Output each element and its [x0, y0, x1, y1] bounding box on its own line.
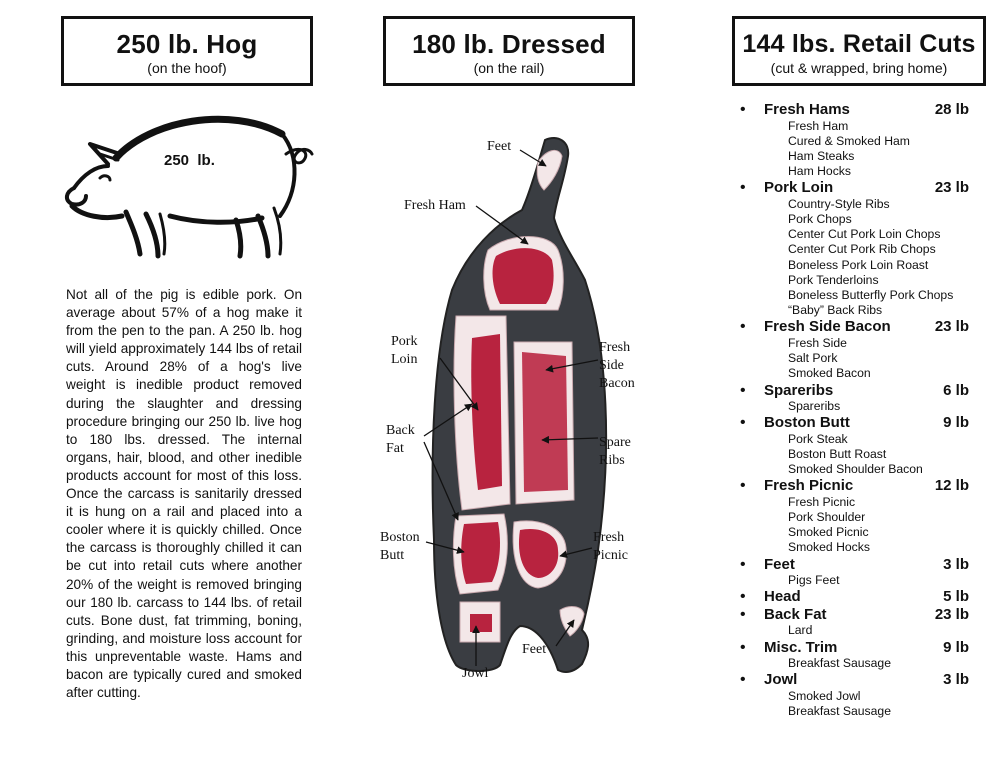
retail-cut-item	[737, 588, 969, 606]
retail-product-item: Smoked Picnic	[788, 525, 869, 540]
retail-cut-heading	[764, 639, 969, 657]
retail-cut-products	[764, 573, 969, 588]
retail-product-item: Fresh Side	[788, 335, 847, 350]
retail-product-item: Boston Butt Roast	[788, 446, 887, 461]
retail-cut-weight: 9 lb	[943, 414, 969, 432]
retail-cut-name: Feet	[764, 555, 795, 573]
bullet-icon: •	[740, 638, 746, 656]
bullet-icon: •	[740, 101, 746, 118]
retail-cut-heading	[764, 101, 969, 119]
bullet-icon: •	[740, 318, 746, 336]
label-spare-ribs: Spare Ribs	[599, 435, 631, 468]
retail-product-item: Cured & Smoked Ham	[788, 133, 910, 148]
retail-product-item: Smoked Shoulder Bacon	[788, 462, 923, 477]
bullet-icon: •	[740, 414, 746, 432]
retail-cut-name: Fresh Side Bacon	[764, 318, 891, 336]
header-hog	[61, 16, 313, 86]
retail-cut-heading	[764, 477, 969, 495]
retail-cut-heading	[764, 556, 969, 574]
header-retail	[732, 16, 986, 86]
pig-illustration	[60, 108, 314, 260]
label-feet-bottom: Feet	[522, 642, 547, 657]
retail-cut-weight: 23 lb	[934, 318, 969, 336]
retail-cut-name: Head	[764, 588, 801, 606]
retail-product-item: Fresh Picnic	[788, 494, 856, 509]
retail-cut-name: Jowl	[764, 671, 798, 689]
retail-cut-weight: 23 lb	[934, 605, 969, 623]
label-boston-butt: Boston Butt	[380, 530, 420, 563]
retail-product-item: Smoked Hocks	[788, 540, 870, 555]
retail-cut-heading	[764, 382, 969, 400]
retail-cut-products	[764, 689, 969, 719]
retail-cut-name: Pork Loin	[764, 179, 834, 197]
label-jowl: Jowl	[462, 666, 489, 681]
retail-cut-products	[764, 623, 969, 638]
bullet-icon: •	[740, 671, 746, 689]
retail-product-item: Pork Shoulder	[788, 510, 866, 525]
label-feet-top: Feet	[487, 139, 512, 154]
retail-cut-heading	[764, 606, 969, 624]
label-pork-loin: Pork Loin	[391, 334, 418, 367]
bullet-icon: •	[740, 179, 746, 197]
retail-cut-products	[764, 119, 969, 180]
header-hog-title: 250 lb. Hog	[116, 29, 258, 59]
retail-cut-item	[737, 382, 969, 415]
retail-product-item: Country-Style Ribs	[788, 196, 890, 211]
retail-cuts-list	[737, 101, 969, 719]
pig-weight-label: 250 lb.	[164, 152, 215, 169]
retail-product-item: Center Cut Pork Loin Chops	[788, 227, 941, 242]
retail-cut-name: Boston Butt	[764, 414, 850, 432]
retail-cut-item	[737, 477, 969, 555]
retail-cut-item	[737, 179, 969, 318]
header-retail-subtitle: (cut & wrapped, bring home)	[770, 60, 948, 76]
retail-product-item: Salt Pork	[788, 351, 838, 366]
retail-cut-item	[737, 414, 969, 477]
retail-cut-name: Spareribs	[764, 381, 834, 399]
retail-product-item: Boneless Pork Loin Roast	[788, 257, 929, 272]
retail-cut-products	[764, 495, 969, 556]
header-dressed-title: 180 lb. Dressed	[412, 29, 606, 59]
retail-cut-item	[737, 318, 969, 381]
retail-cut-item	[737, 101, 969, 179]
bullet-icon: •	[740, 381, 746, 399]
retail-cut-heading	[764, 318, 969, 336]
retail-product-item: Ham Hocks	[788, 164, 851, 179]
retail-cut-weight: 3 lb	[943, 671, 969, 689]
retail-product-item: Smoked Bacon	[788, 366, 871, 381]
retail-product-item: Boneless Butterfly Pork Chops	[788, 288, 954, 303]
label-fresh-side-bacon: Fresh Side Bacon	[599, 340, 635, 391]
retail-product-item: Lard	[788, 623, 813, 638]
bullet-icon: •	[740, 588, 746, 606]
retail-cut-weight: 28 lb	[934, 101, 969, 118]
bullet-icon: •	[740, 605, 746, 623]
retail-product-item: Breakfast Sausage	[788, 656, 891, 671]
label-back-fat: Back Fat	[386, 423, 415, 456]
retail-product-item: “Baby” Back Ribs	[788, 303, 883, 318]
header-dressed	[383, 16, 635, 86]
retail-cut-weight: 6 lb	[943, 381, 969, 399]
retail-cut-name: Back Fat	[764, 605, 827, 623]
retail-product-item: Pork Chops	[788, 212, 852, 227]
bullet-icon: •	[740, 477, 746, 495]
retail-cut-item	[737, 671, 969, 719]
retail-cut-item	[737, 606, 969, 639]
retail-product-item: Smoked Jowl	[788, 688, 861, 703]
retail-product-item: Fresh Ham	[788, 118, 849, 133]
description-paragraph: Not all of the pig is edible pork. On average about 57% of a hog make it from the pen to the pan. A 250 lb. hog will yield approximately 144 lbs of retail cuts. Around 28% of a hog's live weight is inedible product removed during the slaughter and dressing procedure bringing our 250 lb. live hog to 180 lbs. dressed. The internal organs, hair, blood, and other inedible products account for most of this loss. Once the carcass is sanitarily dressed it is hung on a rail and placed into a cooler where it is quickly chilled. Once the carcass is thoroughly chilled it can be cut into retail cuts where another 20% of the weight is removed bringing our 180 lb. carcass to 144 lbs. of retail cuts. Bone dust, fat trimming, boning, grinding, and moisture loss account for this unpreventable waste. Hams and bacon are typically cured and smoked after cutting.	[66, 287, 302, 701]
header-hog-subtitle: (on the hoof)	[147, 60, 227, 76]
header-retail-title: 144 lbs. Retail Cuts	[742, 30, 976, 58]
retail-cut-weight: 12 lb	[934, 477, 969, 495]
retail-product-item: Spareribs	[788, 399, 841, 414]
retail-product-item: Pork Steak	[788, 431, 848, 446]
retail-product-item: Pork Tenderloins	[788, 272, 879, 287]
retail-cut-heading	[764, 179, 969, 197]
retail-cut-weight: 9 lb	[943, 638, 969, 656]
retail-cut-name: Fresh Hams	[764, 101, 850, 118]
retail-cut-item	[737, 556, 969, 589]
bullet-icon: •	[740, 555, 746, 573]
retail-product-item: Ham Steaks	[788, 148, 855, 163]
retail-cut-products	[764, 399, 969, 414]
retail-cut-name: Fresh Picnic	[764, 477, 854, 495]
retail-cut-products	[764, 656, 969, 671]
label-fresh-picnic: Fresh Picnic	[593, 530, 628, 563]
retail-cut-weight: 23 lb	[934, 179, 969, 197]
retail-product-item: Breakfast Sausage	[788, 703, 891, 718]
retail-cut-item	[737, 639, 969, 672]
retail-product-item: Pigs Feet	[788, 573, 840, 588]
retail-cut-name: Misc. Trim	[764, 638, 838, 656]
header-dressed-subtitle: (on the rail)	[473, 60, 545, 76]
label-fresh-ham: Fresh Ham	[404, 198, 466, 213]
retail-cut-weight: 3 lb	[943, 555, 969, 573]
retail-cut-heading	[764, 588, 969, 606]
retail-cut-heading	[764, 671, 969, 689]
retail-cut-products	[764, 336, 969, 382]
retail-cut-heading	[764, 414, 969, 432]
retail-product-item: Center Cut Pork Rib Chops	[788, 242, 936, 257]
retail-cut-weight: 5 lb	[943, 588, 969, 606]
retail-cut-products	[764, 197, 969, 319]
retail-cut-products	[764, 432, 969, 478]
